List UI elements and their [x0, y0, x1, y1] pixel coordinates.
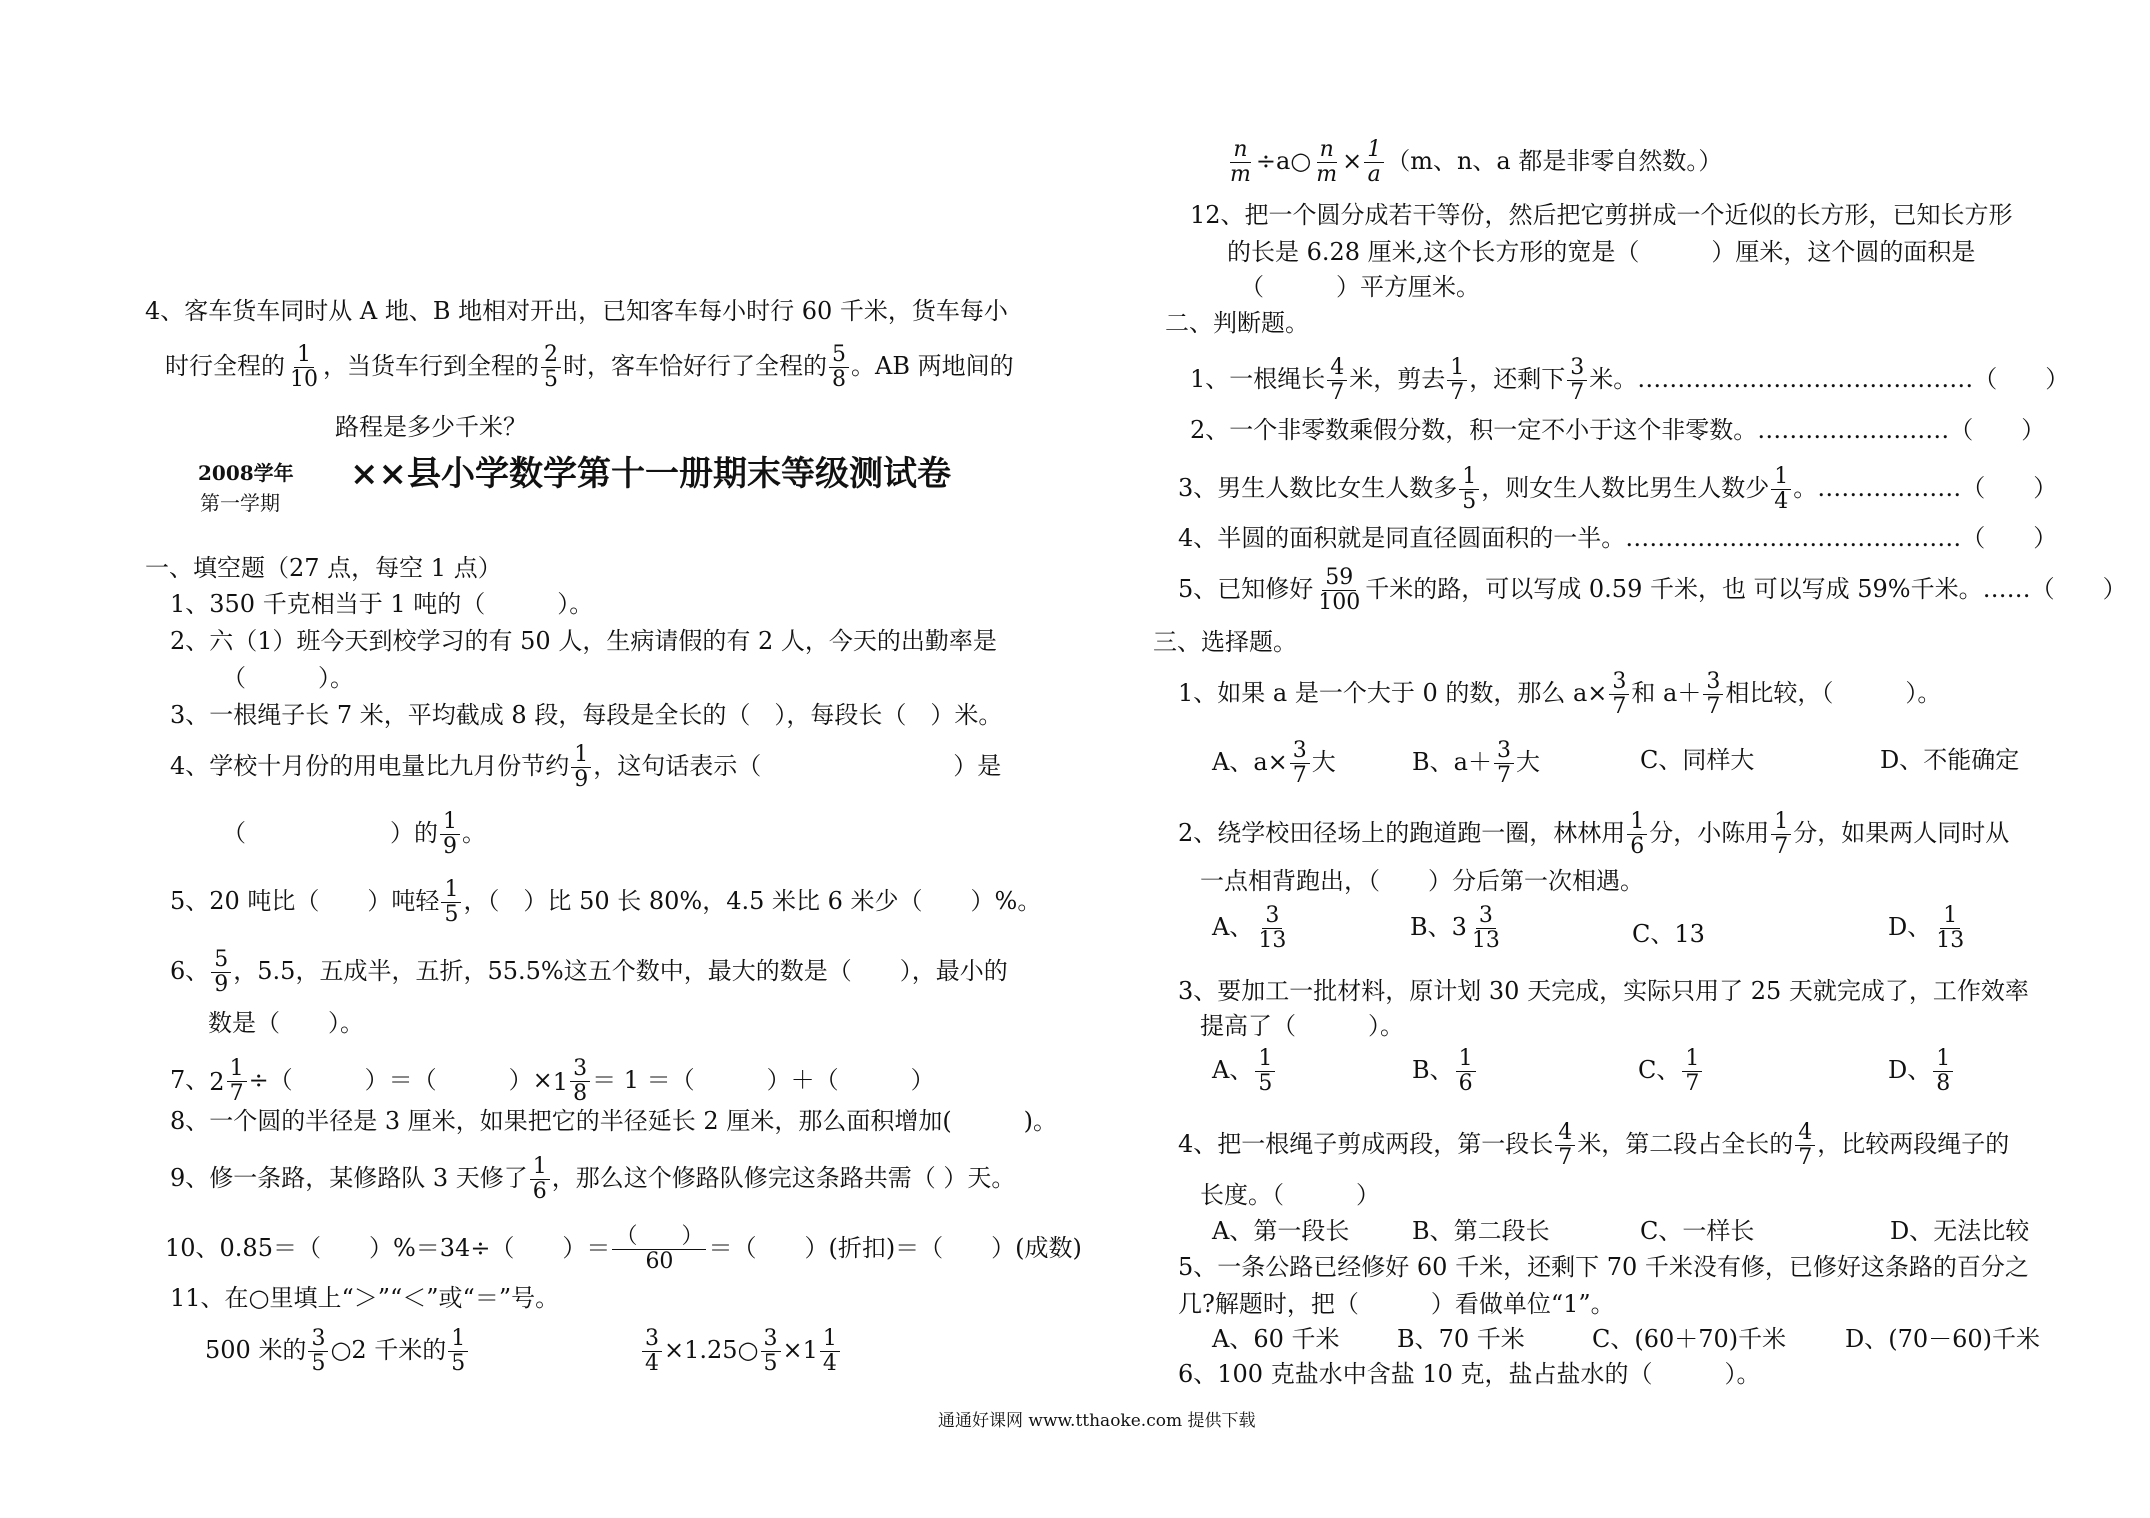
text: A、: [1212, 913, 1254, 941]
text: ×: [1342, 147, 1363, 175]
text: 时行全程的: [165, 352, 285, 380]
text: 2、绕学校田径场上的跑道跑一圈，林林用: [1178, 819, 1626, 847]
text: 米，剪去: [1349, 365, 1446, 393]
choice-3-option-a: A、 $\frac{1}{5}$: [1212, 1047, 1277, 1096]
text: D、: [1888, 913, 1932, 941]
choice-4-option-b: B、第二段长: [1412, 1217, 1550, 1245]
fraction-five-ninths: $\frac{5}{9}$: [211, 948, 231, 997]
text: 。………………（ ）: [1793, 474, 2058, 502]
fraction-four-sevenths: $\frac{4}{7}$: [1327, 356, 1347, 405]
text: 分，如果两人同时从: [1793, 819, 2010, 847]
section-2-heading: 二、判断题。: [1165, 309, 1309, 337]
text: B、: [1412, 1056, 1454, 1084]
text: （ ）的: [222, 819, 438, 847]
choice-3-line-2: 提高了（ ）。: [1200, 1012, 1404, 1040]
text: 分，小陈用: [1649, 819, 1770, 847]
header-year: 2008学年: [198, 461, 294, 485]
text: ，（ ）比 50 长 80%，4.5 米比 6 米少（ ）%。: [463, 887, 1042, 915]
choice-5-option-b: B、70 千米: [1397, 1325, 1525, 1353]
text: ＝ 1 ＝（ ）＋（ ）: [592, 1066, 935, 1094]
fraction-one-sixth: $\frac{1}{6}$: [530, 1155, 550, 1204]
judge-5: [1178, 566, 2127, 615]
text: ，5.5，五成半，五折，55.5%这五个数中，最大的数是（ ），最小的: [233, 957, 1008, 985]
fraction-one-sixth-b: $\frac{1}{6}$: [1627, 810, 1647, 859]
choice-3-option-c: C、 $\frac{1}{7}$: [1638, 1047, 1704, 1096]
text: 。: [462, 819, 486, 847]
fill-10: [165, 1225, 1082, 1274]
fraction-three-sevenths-c: $\frac{3}{7}$: [1703, 670, 1723, 719]
choice-4-line-2: 长度。（ ）: [1200, 1181, 1380, 1209]
text: 时，客车恰好行了全程的: [563, 352, 827, 380]
fill-11: 11、在○里填上“＞”“＜”或“＝”号。: [170, 1284, 560, 1312]
text: ，还剩下: [1469, 365, 1566, 393]
text: 500 米的: [205, 1336, 307, 1364]
footer-source: 通通好课网 www.tthaoke.com 提供下载: [938, 1411, 1256, 1431]
text: 1、一根绳长: [1190, 365, 1326, 393]
fraction-one-seventh: $\frac{1}{7}$: [1447, 356, 1467, 405]
fraction-three-fourths: $\frac{3}{4}$: [642, 1327, 662, 1376]
text: 9、修一条路，某修路队 3 天修了: [170, 1164, 528, 1192]
fill-6-line-2: 数是（ ）。: [208, 1009, 364, 1037]
fill-1: 1、350 千克相当于 1 吨的（ ）。: [170, 590, 594, 618]
choice-5-option-a: A、60 千米: [1212, 1325, 1340, 1353]
fill-5: [170, 878, 1041, 927]
choice-4-option-d: D、无法比较: [1890, 1217, 2030, 1245]
fill-2-line-1: 2、六（1）班今天到校学习的有 50 人，生病请假的有 2 人，今天的出勤率是: [170, 627, 997, 655]
text: 6、: [170, 957, 210, 985]
fill-2-line-2: （ ）。: [222, 664, 354, 692]
fraction-three-sevenths: $\frac{3}{7}$: [1567, 356, 1587, 405]
fraction-one-over-a: $\frac{1}{a}$: [1364, 138, 1384, 187]
text: ，这句话表示（ ）是: [593, 752, 1002, 780]
judge-2: 2、一个非零数乘假分数，积一定不小于这个非零数。……………………（ ）: [1190, 416, 2046, 444]
text: 4、学校十月份的用电量比九月份节约: [170, 752, 570, 780]
text: ，比较两段绳子的: [1817, 1130, 2010, 1158]
choice-2-option-d: D、 $\frac{1}{13}$: [1888, 903, 1965, 953]
fraction-one-fifth-b: $\frac{1}{5}$: [448, 1327, 468, 1376]
section-3-heading: 三、选择题。: [1153, 628, 1297, 656]
fill-9: [170, 1155, 1015, 1204]
text: 5、20 吨比（ ）吨轻: [170, 887, 440, 915]
choice-2-option-b: B、3 $\frac{3}{13}$: [1410, 903, 1500, 953]
fill-12-line-2: 的长是 6.28 厘米,这个长方形的宽是（ ）厘米，这个圆的面积是: [1227, 238, 1976, 266]
problem-4-line-1: 4、客车货车同时从 A 地、B 地相对开出，已知客车每小时行 60 千米，货车每小: [145, 297, 1008, 325]
choice-1-option-a: A、a× $\frac{3}{7}$ 大: [1212, 738, 1336, 788]
fill-4-line-2: [222, 810, 486, 859]
text: 千米的路，可以写成 0.59 千米，也 可以写成 59%千米。……（ ）: [1365, 575, 2127, 603]
fraction-n-over-m-b: $\frac{n}{m}$: [1316, 137, 1338, 187]
fill-7: [170, 1057, 935, 1106]
fill-4-line-1: [170, 743, 1001, 792]
text: 。AB 两地间的: [851, 352, 1014, 380]
text: ，当货车行到全程的: [323, 352, 539, 380]
choice-5-line-1: 5、一条公路已经修好 60 千米，还剩下 70 千米没有修，已修好这条路的百分之: [1178, 1253, 2029, 1281]
choice-5-option-c: C、(60＋70)千米: [1592, 1325, 1787, 1353]
text: 3、男生人数比女生人数多: [1178, 474, 1458, 502]
fraction-five-eighths: $\frac{5}{8}$: [829, 343, 849, 392]
choice-1-option-d: D、不能确定: [1880, 746, 2020, 774]
text: A、a×: [1212, 748, 1288, 776]
text: 1、如果 a 是一个大于 0 的数，那么 a×: [1178, 679, 1608, 707]
fill-3: 3、一根绳子长 7 米，平均截成 8 段，每段是全长的（ ），每段长（ ）米。: [170, 701, 1003, 729]
choice-3-option-d: D、 $\frac{1}{8}$: [1888, 1047, 1955, 1096]
fraction-one-seventh-b: $\frac{1}{7}$: [1771, 810, 1791, 859]
choice-4-option-a: A、第一段长: [1212, 1217, 1350, 1245]
fraction-one-ninth-b: $\frac{1}{9}$: [440, 810, 460, 859]
text: ×1.25○: [664, 1336, 759, 1364]
text: 和 a＋: [1631, 679, 1702, 707]
text: ÷（ ）＝（ ）×: [248, 1066, 553, 1094]
text: 米。……………………………………（ ）: [1589, 365, 2070, 393]
problem-4-line-2: [165, 343, 1014, 392]
text: 5、已知修好: [1178, 575, 1314, 603]
text: A、: [1212, 1056, 1254, 1084]
section-1-heading: 一、填空题（27 点，每空 1 点）: [145, 554, 502, 582]
choice-5-option-d: D、(70－60)千米: [1845, 1325, 2041, 1353]
choice-6: 6、100 克盐水中含盐 10 克，盐占盐水的（ ）。: [1178, 1360, 1761, 1388]
text: 10、0.85＝（ ）%＝34÷（ ）＝: [165, 1234, 611, 1262]
text: ，那么这个修路队修完这条路共需（ ）天。: [551, 1164, 1016, 1192]
fraction-four-sevenths-c: $\frac{4}{7}$: [1795, 1121, 1815, 1170]
fill-8: 8、一个圆的半径是 3 厘米，如果把它的半径延长 2 厘米，那么面积增加( )。: [170, 1107, 1058, 1135]
fraction-blank-over-60: （ ） 60: [612, 1225, 706, 1274]
fraction-three-fifths-b: $\frac{3}{5}$: [761, 1327, 781, 1376]
fraction-one-fourth-b: $\frac{1}{4}$: [1771, 465, 1791, 514]
text: C、: [1638, 1056, 1681, 1084]
mixed-number-1-3-8: 1 3 8: [553, 1057, 592, 1106]
fraction-four-sevenths-b: $\frac{4}{7}$: [1555, 1121, 1575, 1170]
text: ×1: [782, 1336, 818, 1364]
choice-2-line-1: [1178, 810, 2009, 859]
text: 大: [1515, 748, 1540, 776]
text: 米，第二段占全长的: [1577, 1130, 1794, 1158]
text: ○2 千米的: [330, 1336, 447, 1364]
fraction-one-fifth-c: $\frac{1}{5}$: [1459, 465, 1479, 514]
header-term: 第一学期: [200, 491, 280, 515]
choice-3-line-1: 3、要加工一批材料，原计划 30 天完成，实际只用了 25 天就完成了，工作效率: [1178, 977, 2029, 1005]
fraction-one-ninth: $\frac{1}{9}$: [571, 743, 591, 792]
choice-5-line-2: 几?解题时，把（ ）看做单位“1”。: [1178, 1290, 1615, 1318]
fraction-one-tenth: $\frac{1}{10}$: [290, 342, 318, 392]
text: ，则女生人数比男生人数少: [1481, 474, 1770, 502]
choice-2-line-2: 一点相背跑出，（ ）分后第一次相遇。: [1200, 867, 1644, 895]
page-title: ××县小学数学第十一册期末等级测试卷: [350, 454, 951, 494]
fraction-one-fourth: $\frac{1}{4}$: [820, 1327, 840, 1376]
fraction-three-sevenths-b: $\frac{3}{7}$: [1609, 670, 1629, 719]
choice-4-option-c: C、一样长: [1640, 1217, 1755, 1245]
fraction-two-fifths: $\frac{2}{5}$: [541, 343, 561, 392]
fraction-one-fifth: $\frac{1}{5}$: [441, 878, 461, 927]
choice-1-option-c: C、同样大: [1640, 746, 1755, 774]
judge-3: [1178, 465, 2057, 514]
text: 4、把一根绳子剪成两段，第一段长: [1178, 1130, 1554, 1158]
compare-expression: [1225, 138, 1722, 187]
fraction-59-over-100: $\frac{59}{100}$: [1318, 565, 1361, 615]
choice-1: [1178, 670, 1941, 719]
judge-1: [1190, 356, 2069, 405]
fill-11-compare-b: [640, 1327, 842, 1376]
fraction-three-fifths: $\frac{3}{5}$: [308, 1327, 328, 1376]
text: 相比较，（ ）。: [1725, 679, 1942, 707]
text: ÷a○: [1255, 147, 1312, 175]
choice-3-option-b: B、 $\frac{1}{6}$: [1412, 1047, 1478, 1096]
text: 7、: [170, 1066, 210, 1094]
text: 大: [1311, 748, 1336, 776]
choice-1-option-b: B、a＋ $\frac{3}{7}$ 大: [1412, 738, 1540, 788]
text: （m、n、a 都是非零自然数。）: [1386, 147, 1723, 175]
fill-6-line-1: [170, 948, 1008, 997]
fraction-n-over-m: $\frac{n}{m}$: [1230, 137, 1251, 187]
choice-4-line-1: [1178, 1121, 2009, 1170]
text: ＝（ ）(折扣)＝（ ）(成数): [708, 1234, 1082, 1262]
choice-2-option-c: C、13: [1632, 920, 1705, 948]
judge-4: 4、半圆的面积就是同直径圆面积的一半。……………………………………（ ）: [1178, 524, 2058, 552]
fill-11-compare-a: [205, 1327, 470, 1376]
mixed-number-2-1-7: 2 1 7: [209, 1057, 248, 1106]
fill-12-line-1: 12、把一个圆分成若干等份，然后把它剪拼成一个近似的长方形，已知长方形: [1190, 201, 2013, 229]
fill-12-line-3: （ ）平方厘米。: [1240, 273, 1480, 301]
problem-4-line-3: 路程是多少千米？: [335, 413, 527, 441]
text: D、: [1888, 1056, 1932, 1084]
text: B、a＋: [1412, 748, 1492, 776]
choice-2-option-a: A、 $\frac{3}{13}$: [1212, 903, 1287, 953]
text: B、3: [1410, 913, 1467, 941]
